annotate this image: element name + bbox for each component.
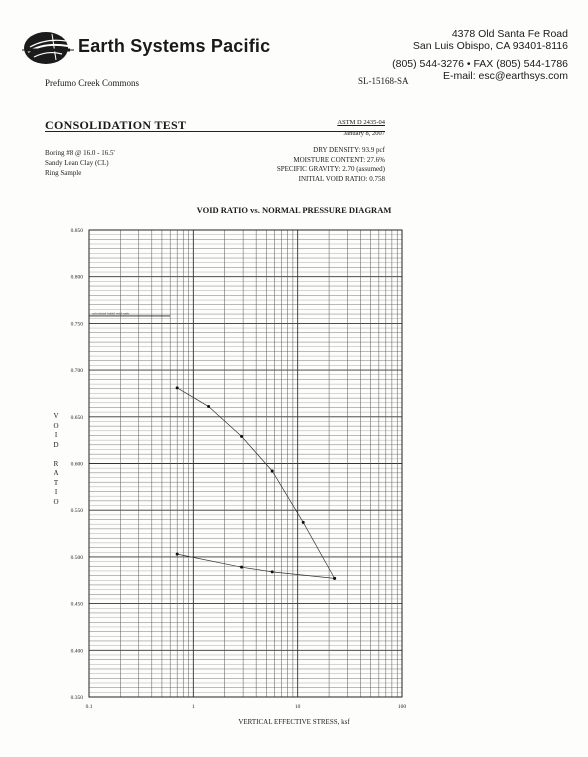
y-axis-label-letter: T xyxy=(53,478,59,487)
y-axis-ticks xyxy=(71,228,84,701)
email: E-mail: esc@earthsys.com xyxy=(442,70,568,82)
y-axis-label-letter: D xyxy=(53,440,59,449)
y-axis-label-letter xyxy=(52,450,60,460)
sample-info xyxy=(45,148,115,178)
x-tick-label: 100 xyxy=(397,704,407,710)
data-point xyxy=(240,566,243,569)
y-axis-label xyxy=(52,412,60,507)
data-point xyxy=(271,570,274,573)
chart-grid xyxy=(89,230,402,697)
y-axis-label-letter: R xyxy=(53,459,59,468)
void-ratio-chart xyxy=(0,215,588,715)
y-axis-label-letter: V xyxy=(53,412,59,420)
y-tick-label: 0.700 xyxy=(70,368,83,375)
soil-description: Sandy Lean Clay (CL) xyxy=(45,159,109,167)
y-axis-label-letter: A xyxy=(53,469,59,477)
chart-title: VOID RATIO vs. NORMAL PRESSURE DIAGRAM xyxy=(196,205,392,215)
test-date: January 8, 2007 xyxy=(343,130,385,137)
address-line-1: 4378 Old Santa Fe Road xyxy=(451,28,568,40)
y-tick-label: 0.550 xyxy=(70,508,83,515)
data-point xyxy=(271,469,274,472)
moisture-content: MOISTURE CONTENT: 27.6% xyxy=(293,155,385,164)
y-tick-label: 0.850 xyxy=(70,228,83,234)
data-point xyxy=(176,386,179,389)
y-tick-label: 0.650 xyxy=(70,414,83,421)
initial-void-ratio: INITIAL VOID RATIO: 0.758 xyxy=(298,174,385,183)
address-line-2: San Luis Obispo, CA 93401-8116 xyxy=(412,40,568,52)
data-series xyxy=(176,386,336,580)
project-name: Prefumo Creek Commons xyxy=(45,78,139,88)
data-point xyxy=(176,553,179,556)
y-tick-label: 0.750 xyxy=(70,321,83,328)
x-tick-label: 10 xyxy=(294,704,301,710)
title-divider xyxy=(45,131,385,132)
boring-location: Boring #8 @ 16.0 - 16.5' xyxy=(45,149,115,157)
annotation-label: calculated initial void ratio xyxy=(92,311,130,316)
dry-density: DRY DENSITY: 93.9 pcf xyxy=(313,146,385,154)
y-tick-label: 0.500 xyxy=(70,554,83,561)
test-title: CONSOLIDATION TEST xyxy=(45,118,187,132)
x-tick-label: 1 xyxy=(191,704,195,710)
data-point xyxy=(333,577,336,580)
specific-gravity: SPECIFIC GRAVITY: 2.70 (assumed) xyxy=(276,165,385,173)
y-tick-label: 0.450 xyxy=(70,601,83,608)
x-tick-label: 0.1 xyxy=(85,704,93,710)
y-axis-label-letter: O xyxy=(53,497,59,506)
sample-properties xyxy=(277,146,385,184)
x-axis-label: VERTICAL EFFECTIVE STRESS, ksf xyxy=(238,718,350,726)
y-axis-label-letter: I xyxy=(54,431,58,439)
annotation-layer xyxy=(89,311,170,316)
x-axis-ticks xyxy=(86,704,407,710)
company-address xyxy=(413,28,568,52)
test-standard: ASTM D 2435-04 xyxy=(337,119,385,126)
y-axis-label-letter: I xyxy=(54,488,58,496)
y-tick-label: 0.800 xyxy=(70,274,83,281)
y-axis-label-letter: O xyxy=(53,421,59,430)
data-point xyxy=(302,521,305,524)
report-number: SL-15168-SA xyxy=(358,76,409,86)
data-point xyxy=(207,405,210,408)
y-tick-label: 0.600 xyxy=(70,461,83,468)
company-name: Earth Systems Pacific xyxy=(78,36,271,56)
company-contact xyxy=(392,58,568,82)
phone-fax: (805) 544-3276 • FAX (805) 544-1786 xyxy=(392,58,568,70)
data-point xyxy=(240,435,243,438)
y-tick-label: 0.400 xyxy=(70,648,83,655)
company-logo-icon xyxy=(22,30,74,66)
y-tick-label: 0.350 xyxy=(70,695,83,701)
sample-type: Ring Sample xyxy=(45,169,82,177)
